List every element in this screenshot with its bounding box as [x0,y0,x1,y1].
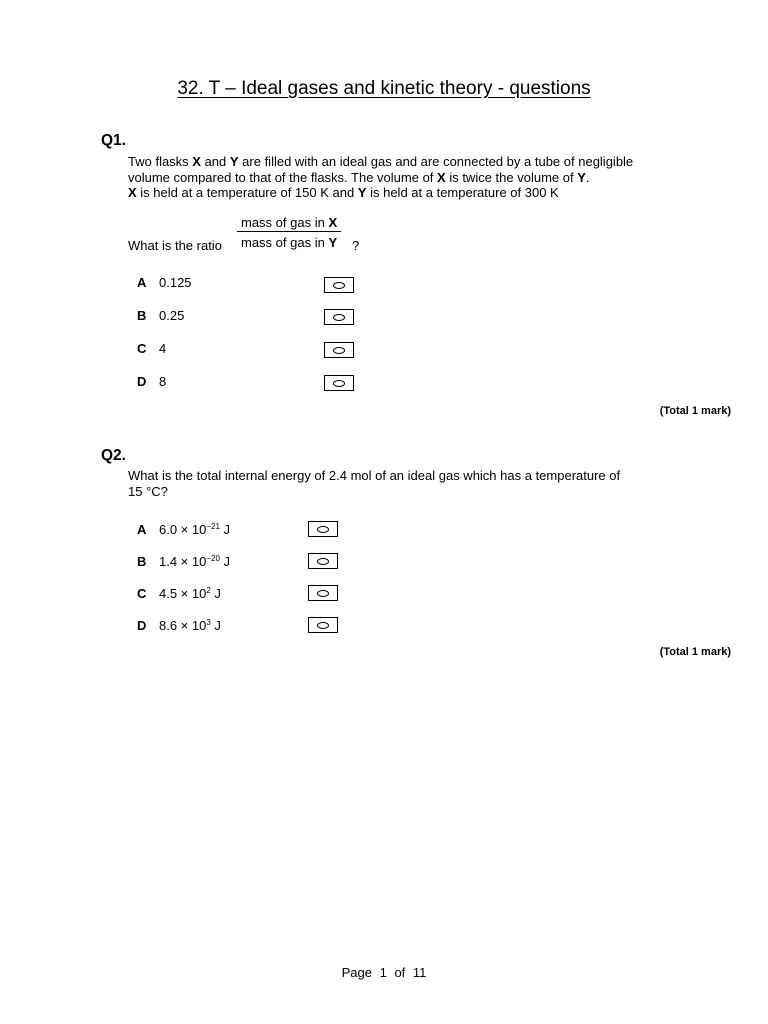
oval-icon [333,282,345,289]
question-2-line-2: 15 °C? [128,483,168,499]
question-2-text [128,468,688,499]
option-letter: B [137,554,147,569]
question-1-line-1: Two flasks X and Y are filled with an ideal gas and are connected by a tube of negligible [128,154,634,169]
option-value: $1.4 \times 10^{-20}$ J [159,554,231,569]
question-2-line-1: What is the total internal energy of 2.4 mol of an ideal gas which has a temperature of [128,468,621,483]
page-number: 1 [379,965,387,980]
option-value: 8 [159,374,167,389]
fraction-denominator: mass of gas in Y [241,235,338,250]
oval-icon [333,347,345,354]
option-letter: D [137,374,147,389]
oval-icon [317,590,329,597]
oval-icon [317,622,329,629]
q1-answer-box-d[interactable] [324,375,354,391]
oval-icon [317,558,329,565]
option-letter: C [137,586,147,601]
question-1-text [128,154,688,201]
option-value: 0.25 [159,308,185,323]
mass-ratio-fraction [237,215,341,250]
option-value: $4.5 \times 10^2$ J [159,586,221,601]
page-word: Page [341,965,372,980]
option-value: $6.0 \times 10^{-21}$ J [159,522,231,537]
ratio-label: What is the ratio [128,238,222,253]
question-2-heading: Q2. [101,447,126,464]
fraction-numerator: mass of gas in X [237,215,341,232]
q1-answer-box-b[interactable] [324,309,354,325]
page-total: 11 [412,965,427,980]
page-title: 32. T – Ideal gases and kinetic theory - questions [177,78,591,99]
option-value: 0.125 [159,275,192,290]
question-1-line-2: volume compared to that of the flasks. The volume of X is twice the volume of Y. [128,169,590,185]
q1-answer-box-a[interactable] [324,277,354,293]
oval-icon [317,526,329,533]
page-footer [0,965,768,980]
oval-icon [333,314,345,321]
option-letter: C [137,341,147,356]
q2-answer-box-d[interactable] [308,617,338,633]
ratio-question-mark: ? [352,238,360,253]
question-1-heading: Q1. [101,132,126,149]
option-letter: A [137,522,147,537]
option-letter: D [137,618,147,633]
option-letter: A [137,275,147,290]
q2-answer-box-b[interactable] [308,553,338,569]
q1-total-marks: (Total 1 mark) [659,405,731,417]
option-value: 4 [159,341,167,356]
q2-answer-box-c[interactable] [308,585,338,601]
q2-total-marks: (Total 1 mark) [659,646,731,658]
option-value: $8.6 \times 10^3$ J [159,618,221,633]
question-1-line-3: X is held at a temperature of 150 K and Y is held at a temperature of 300 K [128,185,559,200]
oval-icon [333,380,345,387]
q2-answer-box-a[interactable] [308,521,338,537]
option-letter: B [137,308,147,323]
of-word: of [394,965,406,980]
q1-answer-box-c[interactable] [324,342,354,358]
